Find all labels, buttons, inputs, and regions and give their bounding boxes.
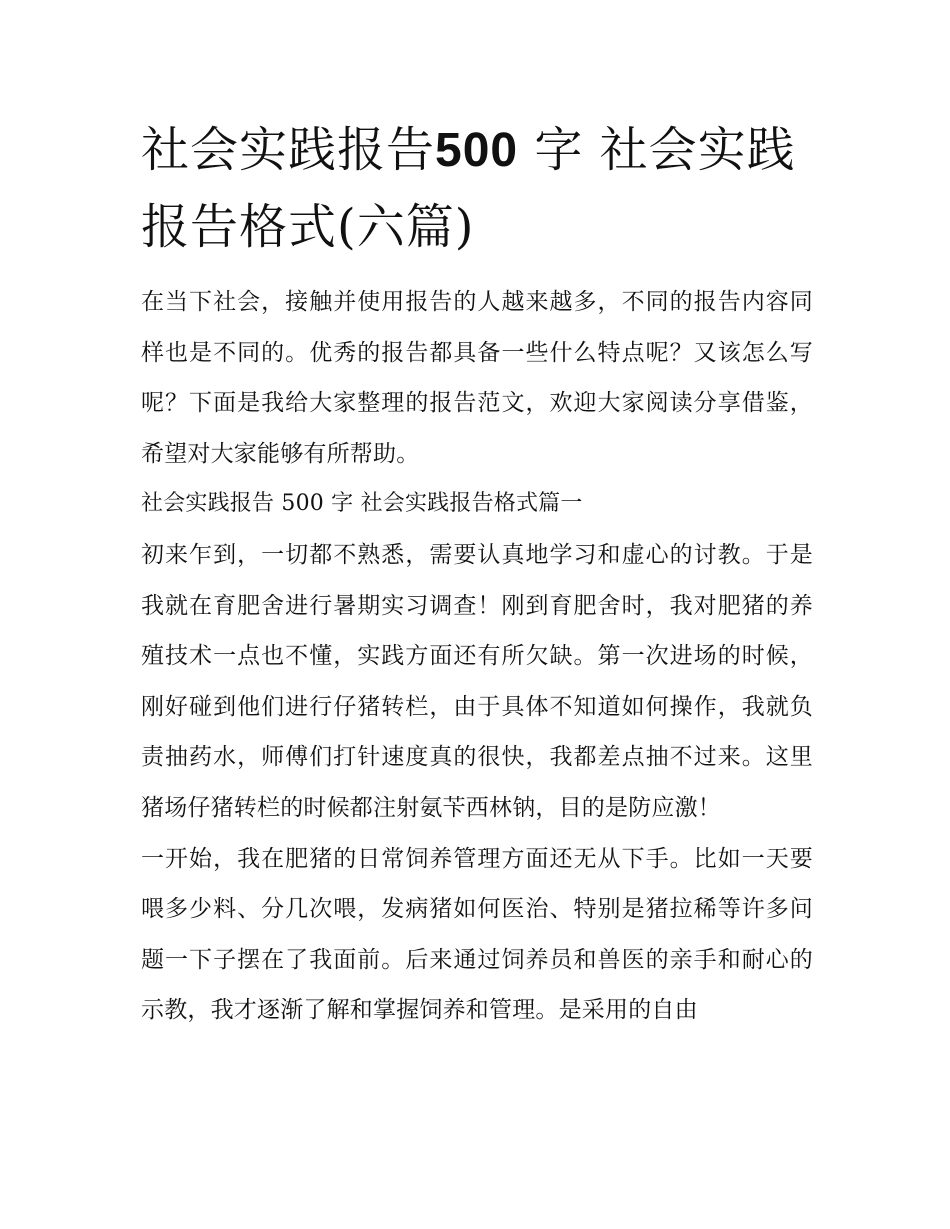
title-number: 500 <box>435 124 519 177</box>
body-paragraph: 一开始，我在肥猪的日常饲养管理方面还无从下手。比如一天要喂多少料、分几次喂，发病猪如何医治、特别是猪拉稀等许多问题一下子摆在了我面前。后来通过饲养员和兽医的亲手和耐心的示教，我才逐渐了解和掌握饲养和管理。是采用的自由 <box>141 845 813 1024</box>
document-title <box>141 112 813 265</box>
document-body <box>141 277 813 1036</box>
intro-paragraph: 在当下社会，接触并使用报告的人越来越多，不同的报告内容同样也是不同的。优秀的报告都具备一些什么特点呢？又该怎么写呢？下面是我给大家整理的报告范文，欢迎大家阅读分享借鉴，希望对大家能够有所帮助。 <box>141 289 813 467</box>
title-text-part1: 社会实践报告 <box>141 122 436 178</box>
title-text-part2: 字 社会实践报告格式(六篇) <box>141 122 796 255</box>
document-page <box>141 112 813 1036</box>
body-paragraph: 初来乍到，一切都不熟悉，需要认真地学习和虚心的讨教。于是我就在育肥舍进行暑期实习调查！刚到育肥舍时，我对肥猪的养殖技术一点也不懂，实践方面还有所欠缺。第一次进场的时候，刚好碰到他们进行仔猪转栏，由于具体不知道如何操作，我就负责抽药水，师傅们打针速度真的很快，我都差点抽不过来。这里猪场仔猪转栏的时候都注射氨苄西林钠，目的是防应激！ <box>141 541 813 821</box>
section-heading: 社会实践报告 500 字 社会实践报告格式篇一 <box>141 491 583 517</box>
